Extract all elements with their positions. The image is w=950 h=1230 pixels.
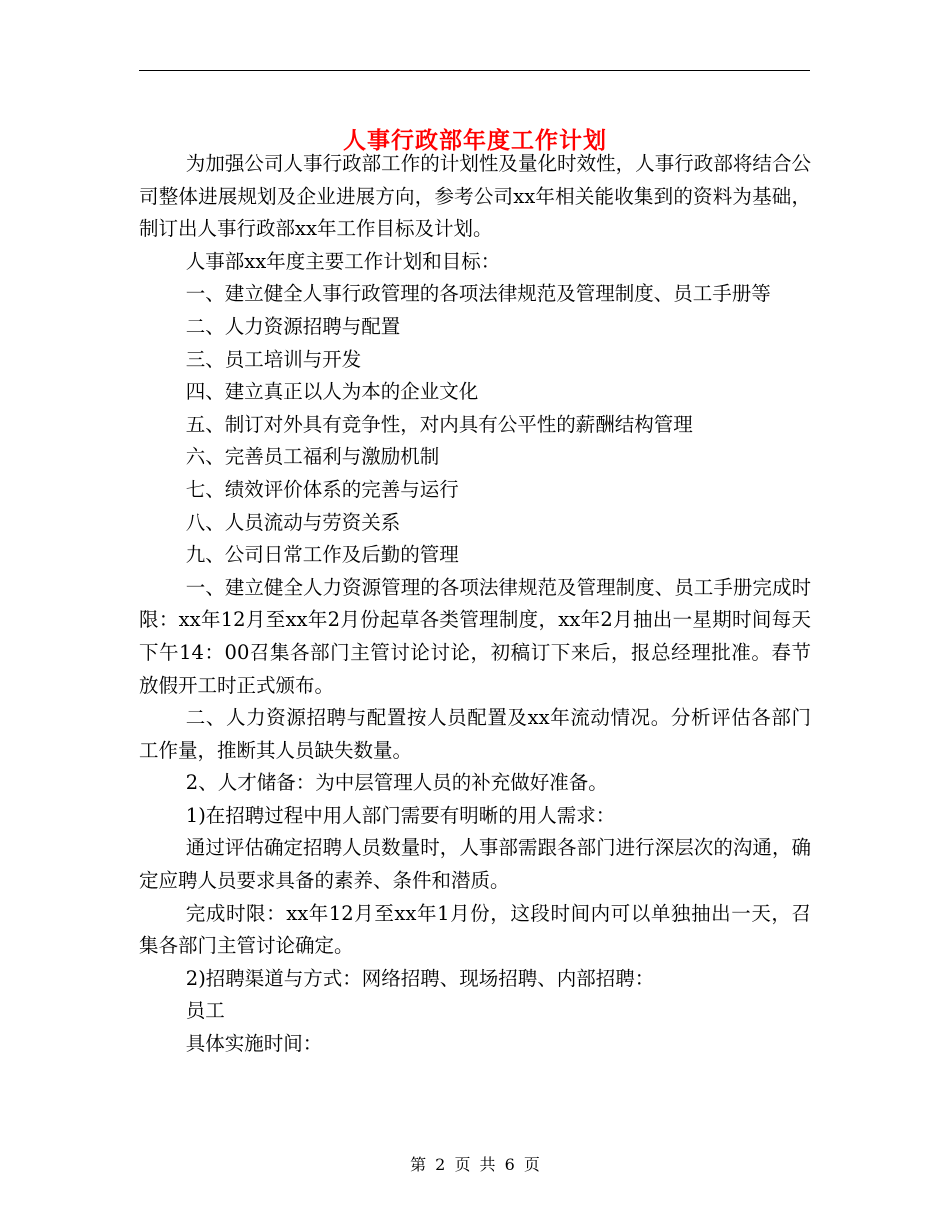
- paragraph: 2、人才储备：为中层管理人员的补充做好准备。: [185, 771, 608, 795]
- paragraph: 一、建立健全人事行政管理的各项法律规范及管理制度、员工手册等: [185, 282, 771, 306]
- page-footer: 第 2 页 共 6 页: [410, 1155, 540, 1174]
- paragraph: 三、员工培训与开发: [185, 347, 362, 371]
- paragraph: 为加强公司人事行政部工作的计划性及量化时效性，人事行政部将结合公司整体进展规划及企业进展方向，参考公司xx年相关能收集到的资料为基础，制订出人事行政部xx年工作目标及计划。: [139, 152, 811, 241]
- paragraph: 完成时限：xx年12月至xx年1月份，这段时间内可以单独抽出一天，召集各部门主管讨论确定。: [139, 901, 811, 958]
- paragraph: 具体实施时间：: [185, 1032, 323, 1056]
- paragraph: 1)在招聘过程中用人部门需要有明晰的用人需求：: [185, 803, 616, 827]
- paragraph: 八、人员流动与劳资关系: [185, 510, 401, 534]
- paragraph: 六、完善员工福利与激励机制: [185, 445, 440, 469]
- paragraph: 通过评估确定招聘人员数量时，人事部需跟各部门进行深层次的沟通，确定应聘人员要求具备的素养、条件和潜质。: [139, 836, 811, 893]
- paragraph: 员工: [185, 999, 225, 1023]
- document-body: [139, 148, 811, 1061]
- header-rule: [139, 70, 810, 71]
- paragraph: 一、建立健全人力资源管理的各项法律规范及管理制度、员工手册完成时限：xx年12月至xx年2月份起草各类管理制度，xx年2月抽出一星期时间每天下午14：00召集各部门主管讨论讨论，初稿订下来后，报总经理批准。春节放假开工时正式颁布。: [139, 575, 811, 697]
- paragraph: 二、人力资源招聘与配置按人员配置及xx年流动情况。分析评估各部门工作量，推断其人员缺失数量。: [139, 706, 811, 762]
- paragraph: 二、人力资源招聘与配置: [185, 314, 401, 338]
- document-title: 人事行政部年度工作计划: [343, 127, 607, 155]
- paragraph: 七、绩效评价体系的完善与运行: [185, 477, 459, 501]
- paragraph: 四、建立真正以人为本的企业文化: [185, 380, 479, 404]
- paragraph: 九、公司日常工作及后勤的管理: [185, 543, 459, 567]
- paragraph: 2)招聘渠道与方式：网络招聘、现场招聘、内部招聘：: [185, 966, 655, 990]
- paragraph: 人事部xx年度主要工作计划和目标：: [185, 249, 501, 273]
- paragraph: 五、制订对外具有竞争性，对内具有公平性的薪酬结构管理: [185, 412, 693, 436]
